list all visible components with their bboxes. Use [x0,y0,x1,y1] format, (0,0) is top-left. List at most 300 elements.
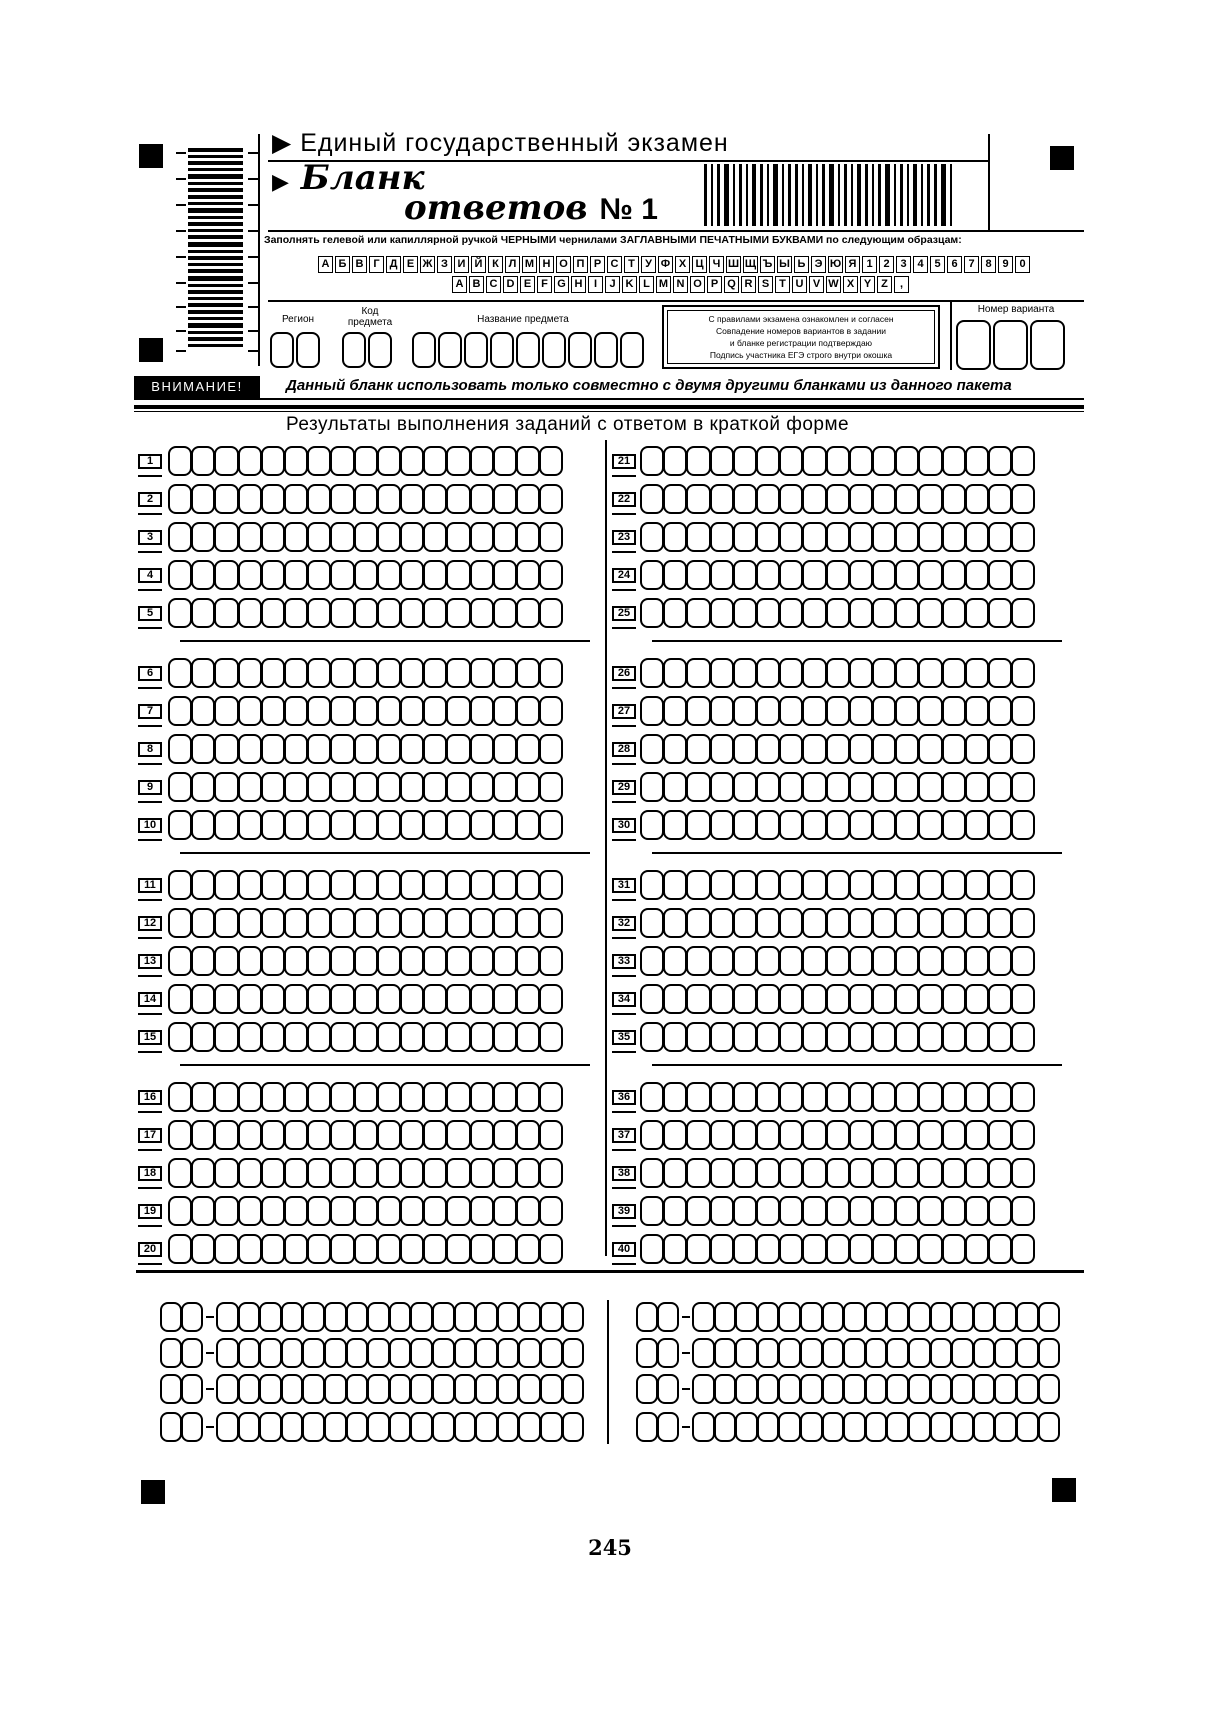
answer-cell[interactable] [895,984,919,1014]
answer-cell[interactable] [872,1158,896,1188]
answer-cell[interactable] [238,522,262,552]
answer-cell[interactable] [168,772,192,802]
replacement-answer-cell[interactable] [930,1338,953,1368]
replacement-answer-cell[interactable] [994,1302,1017,1332]
answer-cell[interactable] [539,810,563,840]
replacement-task-cell[interactable] [636,1338,658,1368]
answer-cell[interactable] [640,734,664,764]
answer-cell[interactable] [307,446,331,476]
answer-cell[interactable] [710,522,734,552]
answer-cell[interactable] [423,598,447,628]
answer-cell[interactable] [942,598,966,628]
replacement-task-cell[interactable] [636,1374,658,1404]
answer-cell[interactable] [895,658,919,688]
region-cell[interactable] [270,332,294,368]
answer-cell[interactable] [710,946,734,976]
answer-cell[interactable] [470,598,494,628]
answer-cell[interactable] [663,946,687,976]
replacement-answer-cell[interactable] [562,1302,585,1332]
answer-cell[interactable] [965,1158,989,1188]
answer-cell[interactable] [354,658,378,688]
answer-cell[interactable] [539,598,563,628]
replacement-answer-cell[interactable] [281,1338,304,1368]
answer-cell[interactable] [895,734,919,764]
answer-cell[interactable] [756,734,780,764]
answer-cell[interactable] [640,772,664,802]
answer-cell[interactable] [826,658,850,688]
answer-cell[interactable] [826,946,850,976]
answer-cell[interactable] [895,522,919,552]
answer-cell[interactable] [756,522,780,552]
answer-cell[interactable] [1011,1158,1035,1188]
answer-cell[interactable] [284,1158,308,1188]
answer-cell[interactable] [493,946,517,976]
answer-cell[interactable] [872,772,896,802]
replacement-answer-cell[interactable] [886,1412,909,1442]
answer-cell[interactable] [354,984,378,1014]
answer-cell[interactable] [214,1234,238,1264]
answer-cell[interactable] [539,1082,563,1112]
answer-cell[interactable] [942,446,966,476]
answer-cell[interactable] [423,984,447,1014]
answer-cell[interactable] [516,1082,540,1112]
answer-cell[interactable] [826,772,850,802]
answer-cell[interactable] [686,772,710,802]
answer-cell[interactable] [470,522,494,552]
answer-cell[interactable] [895,598,919,628]
answer-cell[interactable] [779,658,803,688]
replacement-answer-cell[interactable] [692,1412,715,1442]
answer-cell[interactable] [849,1158,873,1188]
answer-cell[interactable] [446,810,470,840]
answer-cell[interactable] [539,870,563,900]
answer-cell[interactable] [918,734,942,764]
answer-cell[interactable] [686,810,710,840]
replacement-task-cell[interactable] [181,1412,203,1442]
answer-cell[interactable] [493,484,517,514]
answer-cell[interactable] [733,1120,757,1150]
replacement-answer-cell[interactable] [886,1302,909,1332]
answer-cell[interactable] [168,1120,192,1150]
answer-cell[interactable] [330,484,354,514]
answer-cell[interactable] [733,772,757,802]
answer-cell[interactable] [826,446,850,476]
answer-cell[interactable] [640,484,664,514]
answer-cell[interactable] [988,1196,1012,1226]
answer-cell[interactable] [539,772,563,802]
answer-cell[interactable] [1011,810,1035,840]
answer-cell[interactable] [238,810,262,840]
answer-cell[interactable] [918,1234,942,1264]
replacement-answer-cell[interactable] [410,1412,433,1442]
answer-cell[interactable] [1011,484,1035,514]
answer-cell[interactable] [710,446,734,476]
answer-cell[interactable] [640,1022,664,1052]
answer-cell[interactable] [168,1234,192,1264]
answer-cell[interactable] [377,734,401,764]
answer-cell[interactable] [965,658,989,688]
answer-cell[interactable] [710,734,734,764]
answer-cell[interactable] [493,734,517,764]
answer-cell[interactable] [516,772,540,802]
answer-cell[interactable] [330,658,354,688]
answer-cell[interactable] [942,696,966,726]
replacement-answer-cell[interactable] [324,1338,347,1368]
answer-cell[interactable] [470,1082,494,1112]
answer-cell[interactable] [988,1120,1012,1150]
answer-cell[interactable] [640,1082,664,1112]
answer-cell[interactable] [872,810,896,840]
answer-cell[interactable] [168,446,192,476]
answer-cell[interactable] [446,484,470,514]
replacement-task-cell[interactable] [657,1302,679,1332]
answer-cell[interactable] [423,772,447,802]
answer-cell[interactable] [168,1158,192,1188]
answer-cell[interactable] [779,946,803,976]
answer-cell[interactable] [330,810,354,840]
replacement-answer-cell[interactable] [843,1338,866,1368]
answer-cell[interactable] [942,1022,966,1052]
answer-cell[interactable] [284,870,308,900]
replacement-answer-cell[interactable] [497,1302,520,1332]
answer-cell[interactable] [733,1196,757,1226]
answer-cell[interactable] [872,1196,896,1226]
answer-cell[interactable] [1011,1196,1035,1226]
answer-cell[interactable] [261,1120,285,1150]
answer-cell[interactable] [238,658,262,688]
answer-cell[interactable] [640,598,664,628]
replacement-answer-cell[interactable] [454,1412,477,1442]
answer-cell[interactable] [895,772,919,802]
answer-cell[interactable] [756,1082,780,1112]
answer-cell[interactable] [284,658,308,688]
answer-cell[interactable] [849,484,873,514]
answer-cell[interactable] [965,560,989,590]
answer-cell[interactable] [330,734,354,764]
replacement-answer-cell[interactable] [973,1374,996,1404]
answer-cell[interactable] [1011,908,1035,938]
answer-cell[interactable] [354,908,378,938]
answer-cell[interactable] [354,560,378,590]
answer-cell[interactable] [988,908,1012,938]
answer-cell[interactable] [918,658,942,688]
answer-cell[interactable] [686,1120,710,1150]
replacement-answer-cell[interactable] [475,1338,498,1368]
answer-cell[interactable] [965,598,989,628]
answer-cell[interactable] [539,1158,563,1188]
answer-cell[interactable] [802,1234,826,1264]
answer-cell[interactable] [423,658,447,688]
answer-cell[interactable] [539,984,563,1014]
replacement-answer-cell[interactable] [930,1374,953,1404]
answer-cell[interactable] [779,484,803,514]
answer-cell[interactable] [918,522,942,552]
answer-cell[interactable] [988,946,1012,976]
answer-cell[interactable] [965,734,989,764]
answer-cell[interactable] [168,1082,192,1112]
replacement-answer-cell[interactable] [259,1302,282,1332]
answer-cell[interactable] [516,522,540,552]
answer-cell[interactable] [330,1120,354,1150]
answer-cell[interactable] [895,696,919,726]
replacement-answer-cell[interactable] [757,1338,780,1368]
answer-cell[interactable] [918,810,942,840]
answer-cell[interactable] [446,696,470,726]
answer-cell[interactable] [539,1196,563,1226]
replacement-answer-cell[interactable] [714,1412,737,1442]
answer-cell[interactable] [849,772,873,802]
answer-cell[interactable] [284,1022,308,1052]
answer-cell[interactable] [307,810,331,840]
replacement-answer-cell[interactable] [908,1374,931,1404]
answer-cell[interactable] [756,696,780,726]
answer-cell[interactable] [826,984,850,1014]
answer-cell[interactable] [663,658,687,688]
answer-cell[interactable] [988,696,1012,726]
answer-cell[interactable] [400,1234,424,1264]
answer-cell[interactable] [191,1022,215,1052]
answer-cell[interactable] [1011,560,1035,590]
answer-cell[interactable] [354,1120,378,1150]
answer-cell[interactable] [942,810,966,840]
answer-cell[interactable] [965,446,989,476]
replacement-answer-cell[interactable] [886,1338,909,1368]
answer-cell[interactable] [802,734,826,764]
answer-cell[interactable] [733,984,757,1014]
replacement-task-cell[interactable] [636,1302,658,1332]
answer-cell[interactable] [756,772,780,802]
answer-cell[interactable] [214,598,238,628]
answer-cell[interactable] [1011,1022,1035,1052]
answer-cell[interactable] [446,1082,470,1112]
answer-cell[interactable] [918,1082,942,1112]
variant-cell[interactable] [956,320,991,370]
answer-cell[interactable] [942,1158,966,1188]
answer-cell[interactable] [238,1234,262,1264]
answer-cell[interactable] [214,908,238,938]
replacement-answer-cell[interactable] [865,1412,888,1442]
answer-cell[interactable] [307,522,331,552]
replacement-answer-cell[interactable] [973,1412,996,1442]
answer-cell[interactable] [423,1158,447,1188]
answer-cell[interactable] [756,1158,780,1188]
answer-cell[interactable] [942,1196,966,1226]
answer-cell[interactable] [826,1196,850,1226]
answer-cell[interactable] [710,870,734,900]
answer-cell[interactable] [686,484,710,514]
replacement-answer-cell[interactable] [367,1412,390,1442]
replacement-answer-cell[interactable] [692,1302,715,1332]
replacement-answer-cell[interactable] [930,1302,953,1332]
answer-cell[interactable] [802,810,826,840]
replacement-answer-cell[interactable] [757,1412,780,1442]
answer-cell[interactable] [640,560,664,590]
answer-cell[interactable] [640,810,664,840]
answer-cell[interactable] [988,810,1012,840]
answer-cell[interactable] [663,696,687,726]
answer-cell[interactable] [872,734,896,764]
answer-cell[interactable] [942,984,966,1014]
answer-cell[interactable] [802,870,826,900]
replacement-task-cell[interactable] [181,1374,203,1404]
replacement-task-cell[interactable] [657,1412,679,1442]
answer-cell[interactable] [1011,1120,1035,1150]
replacement-task-cell[interactable] [181,1338,203,1368]
answer-cell[interactable] [918,908,942,938]
answer-cell[interactable] [779,560,803,590]
answer-cell[interactable] [539,560,563,590]
answer-cell[interactable] [354,734,378,764]
answer-cell[interactable] [377,560,401,590]
answer-cell[interactable] [779,1022,803,1052]
replacement-answer-cell[interactable] [757,1374,780,1404]
answer-cell[interactable] [895,810,919,840]
answer-cell[interactable] [733,870,757,900]
replacement-answer-cell[interactable] [951,1302,974,1332]
replacement-answer-cell[interactable] [714,1302,737,1332]
answer-cell[interactable] [284,946,308,976]
answer-cell[interactable] [238,908,262,938]
answer-cell[interactable] [214,946,238,976]
replacement-answer-cell[interactable] [973,1302,996,1332]
answer-cell[interactable] [942,772,966,802]
answer-cell[interactable] [261,734,285,764]
answer-cell[interactable] [423,1120,447,1150]
replacement-answer-cell[interactable] [216,1374,239,1404]
variant-cell[interactable] [993,320,1028,370]
replacement-answer-cell[interactable] [540,1412,563,1442]
answer-cell[interactable] [779,1082,803,1112]
answer-cell[interactable] [516,908,540,938]
answer-cell[interactable] [686,658,710,688]
answer-cell[interactable] [640,946,664,976]
replacement-answer-cell[interactable] [994,1338,1017,1368]
answer-cell[interactable] [377,446,401,476]
replacement-answer-cell[interactable] [238,1338,261,1368]
answer-cell[interactable] [238,1196,262,1226]
answer-cell[interactable] [849,1120,873,1150]
replacement-answer-cell[interactable] [714,1338,737,1368]
replacement-answer-cell[interactable] [302,1412,325,1442]
replacement-answer-cell[interactable] [432,1302,455,1332]
replacement-answer-cell[interactable] [259,1374,282,1404]
replacement-answer-cell[interactable] [367,1338,390,1368]
replacement-answer-cell[interactable] [410,1338,433,1368]
answer-cell[interactable] [895,484,919,514]
answer-cell[interactable] [214,658,238,688]
answer-cell[interactable] [733,658,757,688]
answer-cell[interactable] [988,1158,1012,1188]
replacement-task-cell[interactable] [657,1338,679,1368]
answer-cell[interactable] [284,772,308,802]
answer-cell[interactable] [849,1082,873,1112]
answer-cell[interactable] [377,984,401,1014]
answer-cell[interactable] [640,984,664,1014]
answer-cell[interactable] [516,946,540,976]
answer-cell[interactable] [686,598,710,628]
answer-cell[interactable] [663,984,687,1014]
answer-cell[interactable] [849,446,873,476]
answer-cell[interactable] [756,908,780,938]
answer-cell[interactable] [284,560,308,590]
answer-cell[interactable] [988,734,1012,764]
replacement-answer-cell[interactable] [994,1412,1017,1442]
answer-cell[interactable] [307,984,331,1014]
answer-cell[interactable] [779,810,803,840]
answer-cell[interactable] [493,810,517,840]
answer-cell[interactable] [686,1082,710,1112]
answer-cell[interactable] [377,908,401,938]
answer-cell[interactable] [826,484,850,514]
replacement-answer-cell[interactable] [281,1412,304,1442]
answer-cell[interactable] [802,598,826,628]
answer-cell[interactable] [756,1022,780,1052]
answer-cell[interactable] [470,446,494,476]
answer-cell[interactable] [988,446,1012,476]
answer-cell[interactable] [493,870,517,900]
answer-cell[interactable] [168,908,192,938]
answer-cell[interactable] [640,658,664,688]
answer-cell[interactable] [516,1196,540,1226]
answer-cell[interactable] [261,446,285,476]
answer-cell[interactable] [214,984,238,1014]
answer-cell[interactable] [400,696,424,726]
answer-cell[interactable] [330,946,354,976]
answer-cell[interactable] [284,484,308,514]
answer-cell[interactable] [686,560,710,590]
replacement-answer-cell[interactable] [281,1374,304,1404]
answer-cell[interactable] [470,658,494,688]
replacement-answer-cell[interactable] [389,1338,412,1368]
answer-cell[interactable] [423,734,447,764]
answer-cell[interactable] [284,522,308,552]
answer-cell[interactable] [307,484,331,514]
answer-cell[interactable] [756,1120,780,1150]
answer-cell[interactable] [261,1022,285,1052]
subject-name-cell[interactable] [594,332,618,368]
answer-cell[interactable] [446,658,470,688]
answer-cell[interactable] [872,1234,896,1264]
answer-cell[interactable] [849,696,873,726]
answer-cell[interactable] [191,984,215,1014]
answer-cell[interactable] [710,1120,734,1150]
answer-cell[interactable] [663,1120,687,1150]
answer-cell[interactable] [307,560,331,590]
answer-cell[interactable] [918,696,942,726]
answer-cell[interactable] [470,1158,494,1188]
replacement-answer-cell[interactable] [1038,1412,1061,1442]
replacement-answer-cell[interactable] [1038,1302,1061,1332]
answer-cell[interactable] [756,560,780,590]
answer-cell[interactable] [965,946,989,976]
answer-cell[interactable] [168,1196,192,1226]
answer-cell[interactable] [849,946,873,976]
answer-cell[interactable] [470,1196,494,1226]
answer-cell[interactable] [686,1234,710,1264]
answer-cell[interactable] [238,984,262,1014]
replacement-answer-cell[interactable] [540,1302,563,1332]
answer-cell[interactable] [872,946,896,976]
answer-cell[interactable] [261,870,285,900]
answer-cell[interactable] [895,1234,919,1264]
replacement-answer-cell[interactable] [1016,1374,1039,1404]
answer-cell[interactable] [191,560,215,590]
replacement-answer-cell[interactable] [346,1412,369,1442]
answer-cell[interactable] [872,1022,896,1052]
answer-cell[interactable] [284,696,308,726]
answer-cell[interactable] [238,1082,262,1112]
answer-cell[interactable] [354,946,378,976]
